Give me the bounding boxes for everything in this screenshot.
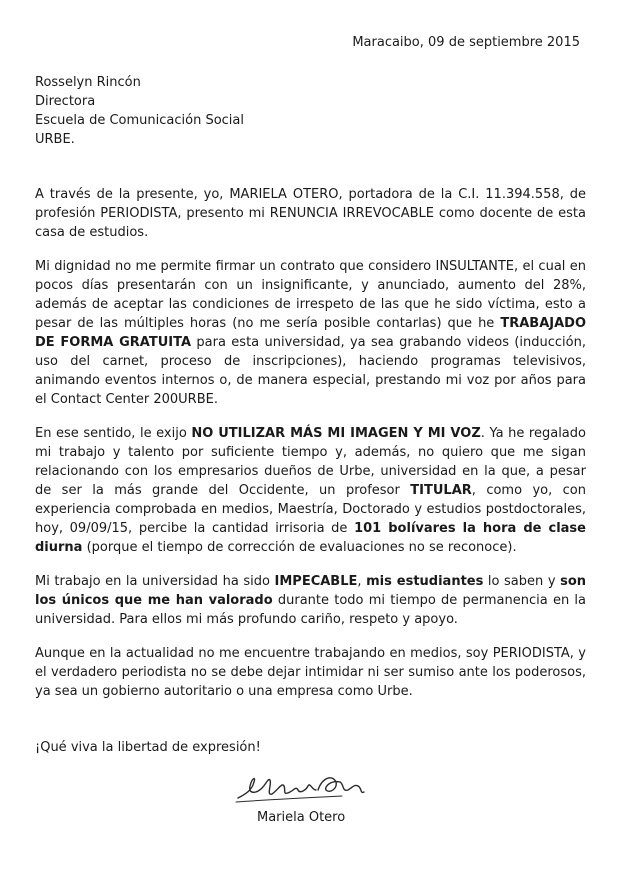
recipient-title: Directora bbox=[35, 94, 96, 109]
emphasis-text: son los únicos que me han valorado bbox=[35, 574, 587, 608]
body-paragraph bbox=[35, 257, 586, 409]
emphasis-text: IMPECABLE bbox=[274, 574, 358, 589]
paragraph-text: , bbox=[357, 574, 367, 589]
emphasis-text: TITULAR bbox=[410, 483, 472, 498]
body-paragraph bbox=[35, 185, 586, 242]
letter-body bbox=[35, 185, 586, 716]
paragraph-text: . Ya he regalado mi trabajo y talento por suficiente tiempo y, además, no quiero que me sigan relacionando con los empresarios dueños de Urbe, universidad en la que, a pesar de ser la más grande del Occidente, un profesor bbox=[35, 426, 586, 498]
paragraph-text: Aunque en la actualidad no me encuentre trabajando en medios, soy PERIODISTA, y el verdadero periodista no se debe dejar intimidar ni ser sumiso ante los poderosos, ya sea un gobierno autoritario o una empresa como Urbe. bbox=[35, 646, 586, 699]
emphasis-text: NO UTILIZAR MÁS MI IMAGEN Y MI VOZ bbox=[191, 426, 481, 441]
emphasis-text: mis estudiantes bbox=[366, 574, 484, 589]
emphasis-text: 101 bolívares la hora de clase diurna bbox=[35, 521, 586, 555]
emphasis-text: TRABAJADO DE FORMA GRATUITA bbox=[35, 316, 586, 350]
recipient-department: Escuela de Comunicación Social bbox=[35, 113, 244, 128]
paragraph-text: En ese sentido, le exijo bbox=[35, 426, 192, 441]
recipient-institution: URBE. bbox=[35, 132, 75, 147]
paragraph-text: Mi trabajo en la universidad ha sido bbox=[35, 574, 275, 589]
signer-name: Mariela Otero bbox=[257, 810, 346, 825]
paragraph-text: para esta universidad, ya sea grabando videos (inducción, uso del carnet, proceso de inscripciones), haciendo programas televisivos, animando eventos internos o, de manera especial, prestando mi voz por años para el Contact Center 200URBE. bbox=[35, 335, 586, 407]
letter-date: Maracaibo, 09 de septiembre 2015 bbox=[352, 35, 580, 50]
paragraph-text: A través de la presente, yo, MARIELA OTERO, portadora de la C.I. 11.394.558, de profesión PERIODISTA, presento mi RENUNCIA IRREVOCABLE como docente de esta casa de estudios. bbox=[35, 187, 586, 240]
recipient-block bbox=[35, 73, 244, 149]
body-paragraph bbox=[35, 424, 586, 557]
body-paragraph bbox=[35, 572, 586, 629]
recipient-name: Rosselyn Rincón bbox=[35, 75, 141, 90]
body-paragraph bbox=[35, 644, 586, 701]
paragraph-text: durante todo mi tiempo de permanencia en la universidad. Para ellos mi más profundo cariño, respeto y apoyo. bbox=[35, 593, 586, 627]
closing-line: ¡Qué viva la libertad de expresión! bbox=[35, 740, 261, 755]
paragraph-text: , como yo, con experiencia comprobada en medios, Maestría, Doctorado y estudios postdoctorales, hoy, 09/09/15, percibe la cantidad irrisoria de bbox=[35, 483, 586, 536]
paragraph-text: Mi dignidad no me permite firmar un contrato que considero INSULTANTE, el cual en pocos días presentarán con un insignificante, y anunciado, aumento del 28%, además de aceptar las condiciones de irrespeto de las que he sido víctima, esto a pesar de las múltiples horas (no me sería posible contarlas) que he bbox=[35, 259, 586, 331]
paragraph-text: (porque el tiempo de corrección de evaluaciones no se reconoce). bbox=[82, 540, 517, 555]
paragraph-text: lo saben y bbox=[483, 574, 561, 589]
